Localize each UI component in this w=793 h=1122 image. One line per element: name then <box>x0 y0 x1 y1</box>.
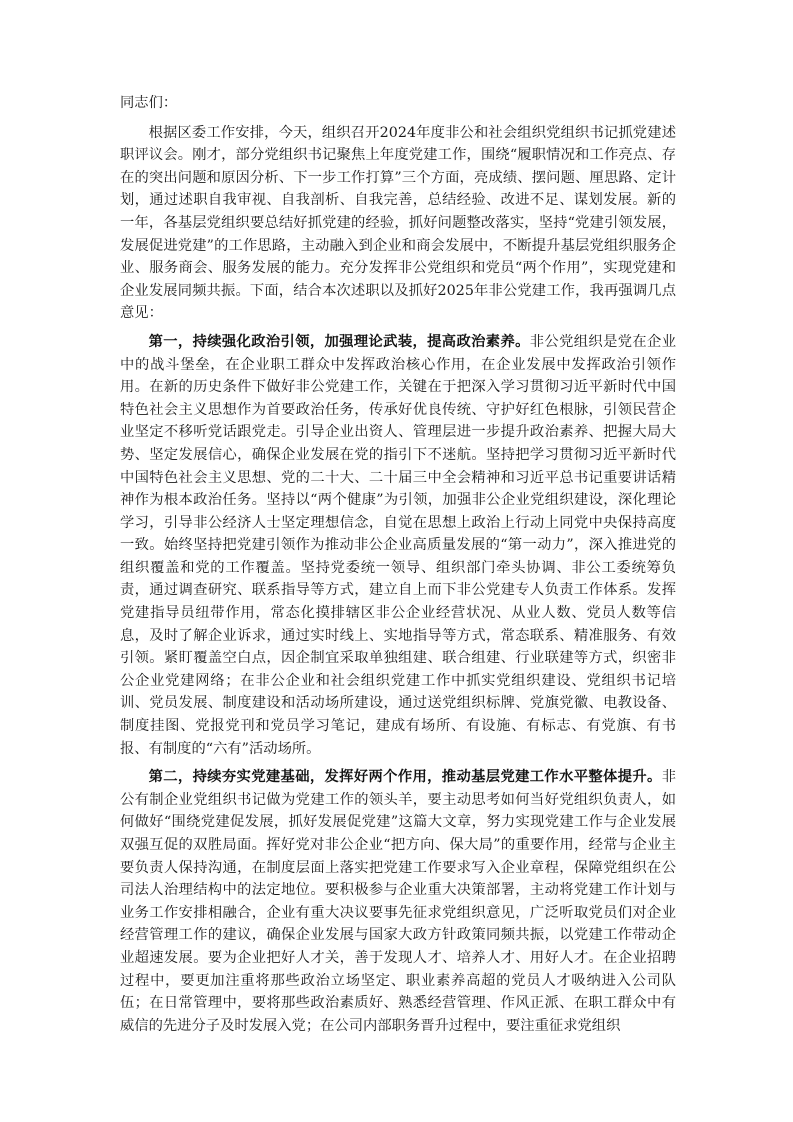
salutation: 同志们： <box>120 95 178 111</box>
paragraph-second-point <box>120 766 676 1037</box>
paragraph-body: 非公党组织是党在企业中的战斗堡垒，在企业职工群众中发挥政治核心作用，在企业发展中发挥政治引领作用。在新的历史条件下做好非公党建工作，关键在于把深入学习贯彻习近平新时代中国特色社会主义思想作为首要政治任务，传承好优良传统、守护好红色根脉，引领民营企业坚定不移听党话跟党走。引导企业出资人、管理层进一步提升政治素养、把握大局大势、坚定发展信心，确保企业发展在党的指引下不迷航。坚持把学习贯彻习近平新时代中国特色社会主义思想、党的二十大、二十届三中全会精神和习近平总书记重要讲话精神作为根本政治任务。坚持以“两个健康”为引领，加强非公企业党组织建设，深化理论学习，引导非公经济人士坚定理想信念，自觉在思想上政治上行动上同党中央保持高度一致。始终坚持把党建引领作为推动非公企业高质量发展的“第一动力”，深入推进党的组织覆盖和党的工作覆盖。坚持党委统一领导、组织部门牵头协调、非公工委统筹负责，通过调查研究、联系指导等方式，建立自上而下非公党建专人负责工作体系。发挥党建指导员纽带作用，常态化摸排辖区非公企业经营状况、从业人数、党员人数等信息，及时了解企业诉求，通过实时线上、实地指导等方式，常态联系、精准服务、有效引领。紧盯覆盖空白点，因企制宜采取单独组建、联合组建、行业联建等方式，织密非公企业党建网络；在非公企业和社会组织党建工作中抓实党组织建设、党组织书记培训、党员发展、制度建设和活动场所建设，通过送党组织标牌、党旗党徽、电教设备、制度挂图、党报党刊和党员学习笔记，建成有场所、有设施、有标志、有党旗、有书报、有制度的“六有”活动场所。 <box>120 333 677 757</box>
paragraph-body: 根据区委工作安排，今天，组织召开2024年度非公和社会组织党组织书记抓党建述职评议会。刚才，部分党组织书记聚焦上年度党建工作，围绕“履职情况和工作亮点、存在的突出问题和原因分析、下一步工作打算”三个方面，亮成绩、摆问题、厘思路、定计划，通过述职自我审视、自我剖析、自我完善，总结经验、改进不足、谋划发展。新的一年，各基层党组织要总结好抓党建的经验，抓好问题整改落实，坚持“党建引领发展，发展促进党建”的工作思路，主动融入到企业和商会发展中，不断提升基层党组织服务企业、服务商会、服务发展的能力。充分发挥非公党组织和党员“两个作用”，实现党建和企业发展同频共振。下面，结合本次述职以及抓好2025年非公党建工作，我再强调几点意见： <box>120 124 676 322</box>
paragraph-first-point <box>120 331 676 760</box>
paragraph-lead: 第一，持续强化政治引领，加强理论武装，提高政治素养。 <box>148 333 530 350</box>
paragraph-body: 非公有制企业党组织书记做为党建工作的领头羊，要主动思考如何当好党组织负责人，如何做好“围绕党建促发展，抓好发展促党建”这篇大文章，努力实现党建工作与企业发展双强互促的双胜局面。挥好党对非公企业“把方向、保大局”的重要作用，经常与企业主要负责人保持沟通，在制度层面上落实把党建工作要求写入企业章程，保障党组织在公司法人治理结构中的法定地位。要积极参与企业重大决策部署，主动将党建工作计划与业务工作安排相融合，企业有重大决议要事先征求党组织意见，广泛听取党员们对企业经营管理工作的建议，确保企业发展与国家大政方针政策同频共振，以党建工作带动企业超速发展。要为企业把好人才关，善于发现人才、培养人才、用好人才。在企业招聘过程中，要更加注重将那些政治立场坚定、职业素养高超的党员人才吸纳进入公司队伍；在日常管理中，要将那些政治素质好、熟悉经营管理、作风正派、在职工群众中有威信的先进分子及时发展入党；在公司内部职务晋升过程中，要注重征求党组织 <box>120 769 676 1034</box>
document-page <box>120 92 676 1043</box>
paragraph-intro <box>120 122 676 325</box>
paragraph-lead: 第二，持续夯实党建基础，发挥好两个作用，推动基层党建工作水平整体提升。 <box>148 769 662 786</box>
